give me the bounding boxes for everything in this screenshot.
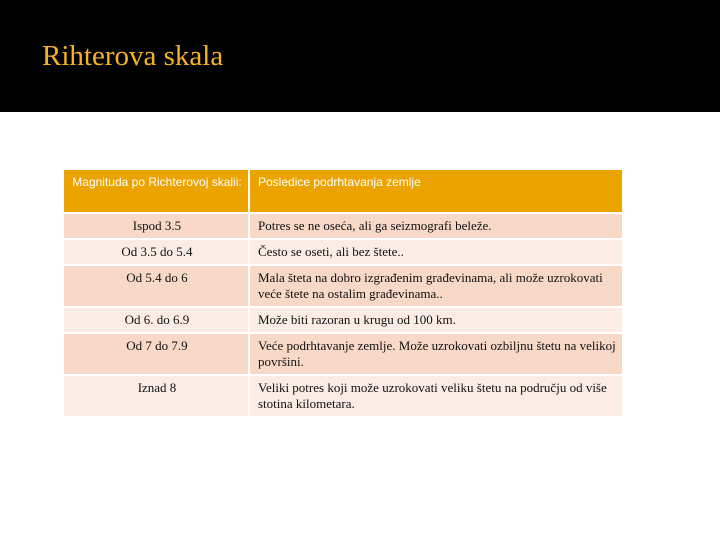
header-magnitude: Magnituda po Richterovoj skalii:: [63, 169, 249, 213]
table-row: [63, 213, 623, 239]
title-bar: [0, 0, 720, 112]
table-header-row: [63, 169, 623, 213]
magnitude-cell: Od 6. do 6.9: [63, 307, 249, 333]
table-row: [63, 375, 623, 417]
header-effects: Posledice podrhtavanja zemlje: [249, 169, 623, 213]
effect-cell: Potres se ne oseća, ali ga seizmografi beleže.: [249, 213, 623, 239]
magnitude-cell: Od 3.5 do 5.4: [63, 239, 249, 265]
richter-table: [62, 168, 624, 418]
table-row: [63, 307, 623, 333]
table-row: [63, 265, 623, 307]
magnitude-cell: Iznad 8: [63, 375, 249, 417]
effect-cell: Veće podrhtavanje zemlje. Može uzrokovati ozbiljnu štetu na velikoj površini.: [249, 333, 623, 375]
slide-title: Rihterova skala: [42, 40, 224, 72]
table-row: [63, 333, 623, 375]
effect-cell: Veliki potres koji može uzrokovati veliku štetu na području od više stotina kilometara.: [249, 375, 623, 417]
effect-cell: Mala šteta na dobro izgrađenim građevinama, ali može uzrokovati veće štete na ostalim građevinama..: [249, 265, 623, 307]
table-row: [63, 239, 623, 265]
effect-cell: Često se oseti, ali bez štete..: [249, 239, 623, 265]
magnitude-cell: Od 7 do 7.9: [63, 333, 249, 375]
effect-cell: Može biti razoran u krugu od 100 km.: [249, 307, 623, 333]
magnitude-cell: Ispod 3.5: [63, 213, 249, 239]
magnitude-cell: Od 5.4 do 6: [63, 265, 249, 307]
